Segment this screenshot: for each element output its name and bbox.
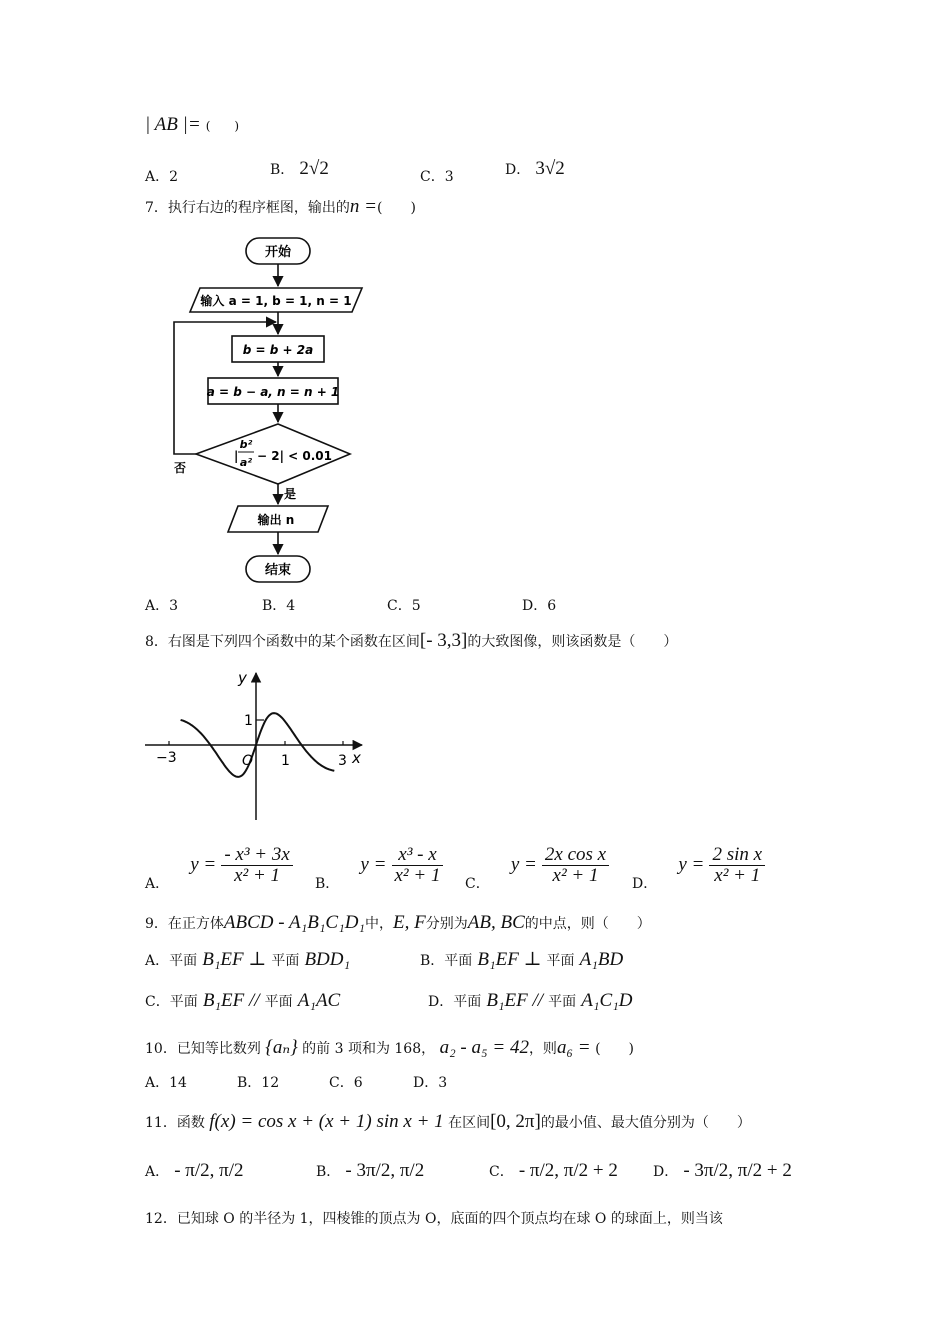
q9-option-d: D．平面 B₁EF // 平面 A₁C₁D xyxy=(428,990,633,1011)
q8-option-b: B． y = $\frac{\text{x³ - x}}{\text{x² + 1}}$ xyxy=(315,845,443,893)
flow-no-label: 否 xyxy=(174,461,187,475)
flow-step2-label: a = b − a, n = n + 1 xyxy=(206,385,340,399)
flow-step1-label: b = b + 2a xyxy=(242,343,314,357)
q10-option-d: D．3 xyxy=(413,1075,448,1091)
flow-cond-suffix: − 2| < 0.01 xyxy=(257,449,332,463)
graph-y-label: y xyxy=(238,669,247,687)
flow-end-label: 结束 xyxy=(264,563,292,578)
graph-tick-1: 1 xyxy=(281,753,290,769)
flow-cond-num: b² xyxy=(239,438,253,451)
q10-option-c: C．6 xyxy=(329,1075,363,1091)
q7-stem: 7．执行右边的程序框图，输出的n =( ) xyxy=(145,196,416,217)
q7-option-c: C．5 xyxy=(387,598,421,614)
flow-cond-prefix: | xyxy=(234,449,239,463)
graph-x-label: x xyxy=(352,749,361,767)
flow-start-label: 开始 xyxy=(264,245,292,260)
q6-option-b: B． 2√2 xyxy=(270,158,329,179)
q6-paren: ( ) xyxy=(205,119,240,133)
q10-option-a: A．14 xyxy=(145,1075,187,1091)
q11-stem: 11．函数 f(x) = cos x + (x + 1) sin x + 1 在区间[0, 2π]的最小值、最大值分别为（ ） xyxy=(145,1111,751,1132)
q9-stem: 9．在正方体ABCD - A₁B₁C₁D₁中，E, F分别为AB, BC的中点，则（ ） xyxy=(145,912,651,933)
q9-option-a: A．平面 B₁EF ⊥ 平面 BDD₁ xyxy=(145,949,351,970)
q8-option-d: D． y = $\frac{\text{2 sin x}}{\text{x² + 1}}$ xyxy=(632,845,765,893)
q7-option-b: B．4 xyxy=(262,598,296,614)
q6-option-d: D． 3√2 xyxy=(505,158,565,179)
q7-option-d: D．6 xyxy=(522,598,557,614)
q12-stem: 12．已知球 O 的半径为 1，四棱锥的顶点为 O，底面的四个顶点均在球 O 的球面上，则当该 xyxy=(145,1211,723,1227)
graph-origin: O xyxy=(242,753,254,769)
flow-output-label: 输出 n xyxy=(257,513,295,527)
q7-n: n = xyxy=(349,196,377,217)
q6-option-c: C．3 xyxy=(420,169,454,185)
q6-stem-tail xyxy=(145,114,239,136)
q8-stem: 8．右图是下列四个函数中的某个函数在区间[- 3,3]的大致图像，则该函数是（ ） xyxy=(145,630,678,651)
flow-input-label: 输入 a = 1, b = 1, n = 1 xyxy=(200,294,352,308)
q10-stem: 10．已知等比数列 {aₙ} 的前 3 项和为 168， a₂ - a₅ = 42，则a₆ = ( ) xyxy=(145,1037,635,1058)
q10-option-b: B．12 xyxy=(237,1075,280,1091)
q7-flowchart xyxy=(160,230,375,590)
q8-graph xyxy=(140,665,380,825)
flow-yes-label: 是 xyxy=(284,487,297,501)
flow-cond-den: a² xyxy=(239,456,253,469)
q6-option-a: A．2 xyxy=(145,169,179,185)
q8-option-a: A． y = $\frac{\text{- x³ + 3x}}{\text{x² + 1}}$ xyxy=(145,845,293,893)
q7-option-a: A．3 xyxy=(145,598,179,614)
q9-option-c: C．平面 B₁EF // 平面 A₁AC xyxy=(145,990,341,1011)
graph-tick-y1: 1 xyxy=(244,713,253,729)
graph-tick-3: 3 xyxy=(338,753,347,769)
q8-interval: [- 3,3] xyxy=(419,630,468,651)
q11-option-c: C． - π/2, π/2 + 2 xyxy=(489,1160,618,1181)
graph-tick-neg3: −3 xyxy=(156,750,177,766)
q6-abs-ab: | AB |= xyxy=(145,114,201,135)
q11-option-a: A． - π/2, π/2 xyxy=(145,1160,244,1181)
q11-option-d: D． - 3π/2, π/2 + 2 xyxy=(653,1160,792,1181)
q8-option-c: C． y = $\frac{\text{2x cos x}}{\text{x² + 1}}$ xyxy=(465,845,609,893)
q9-option-b: B．平面 B₁EF ⊥ 平面 A₁BD xyxy=(420,949,624,970)
q11-option-b: B． - 3π/2, π/2 xyxy=(316,1160,425,1181)
